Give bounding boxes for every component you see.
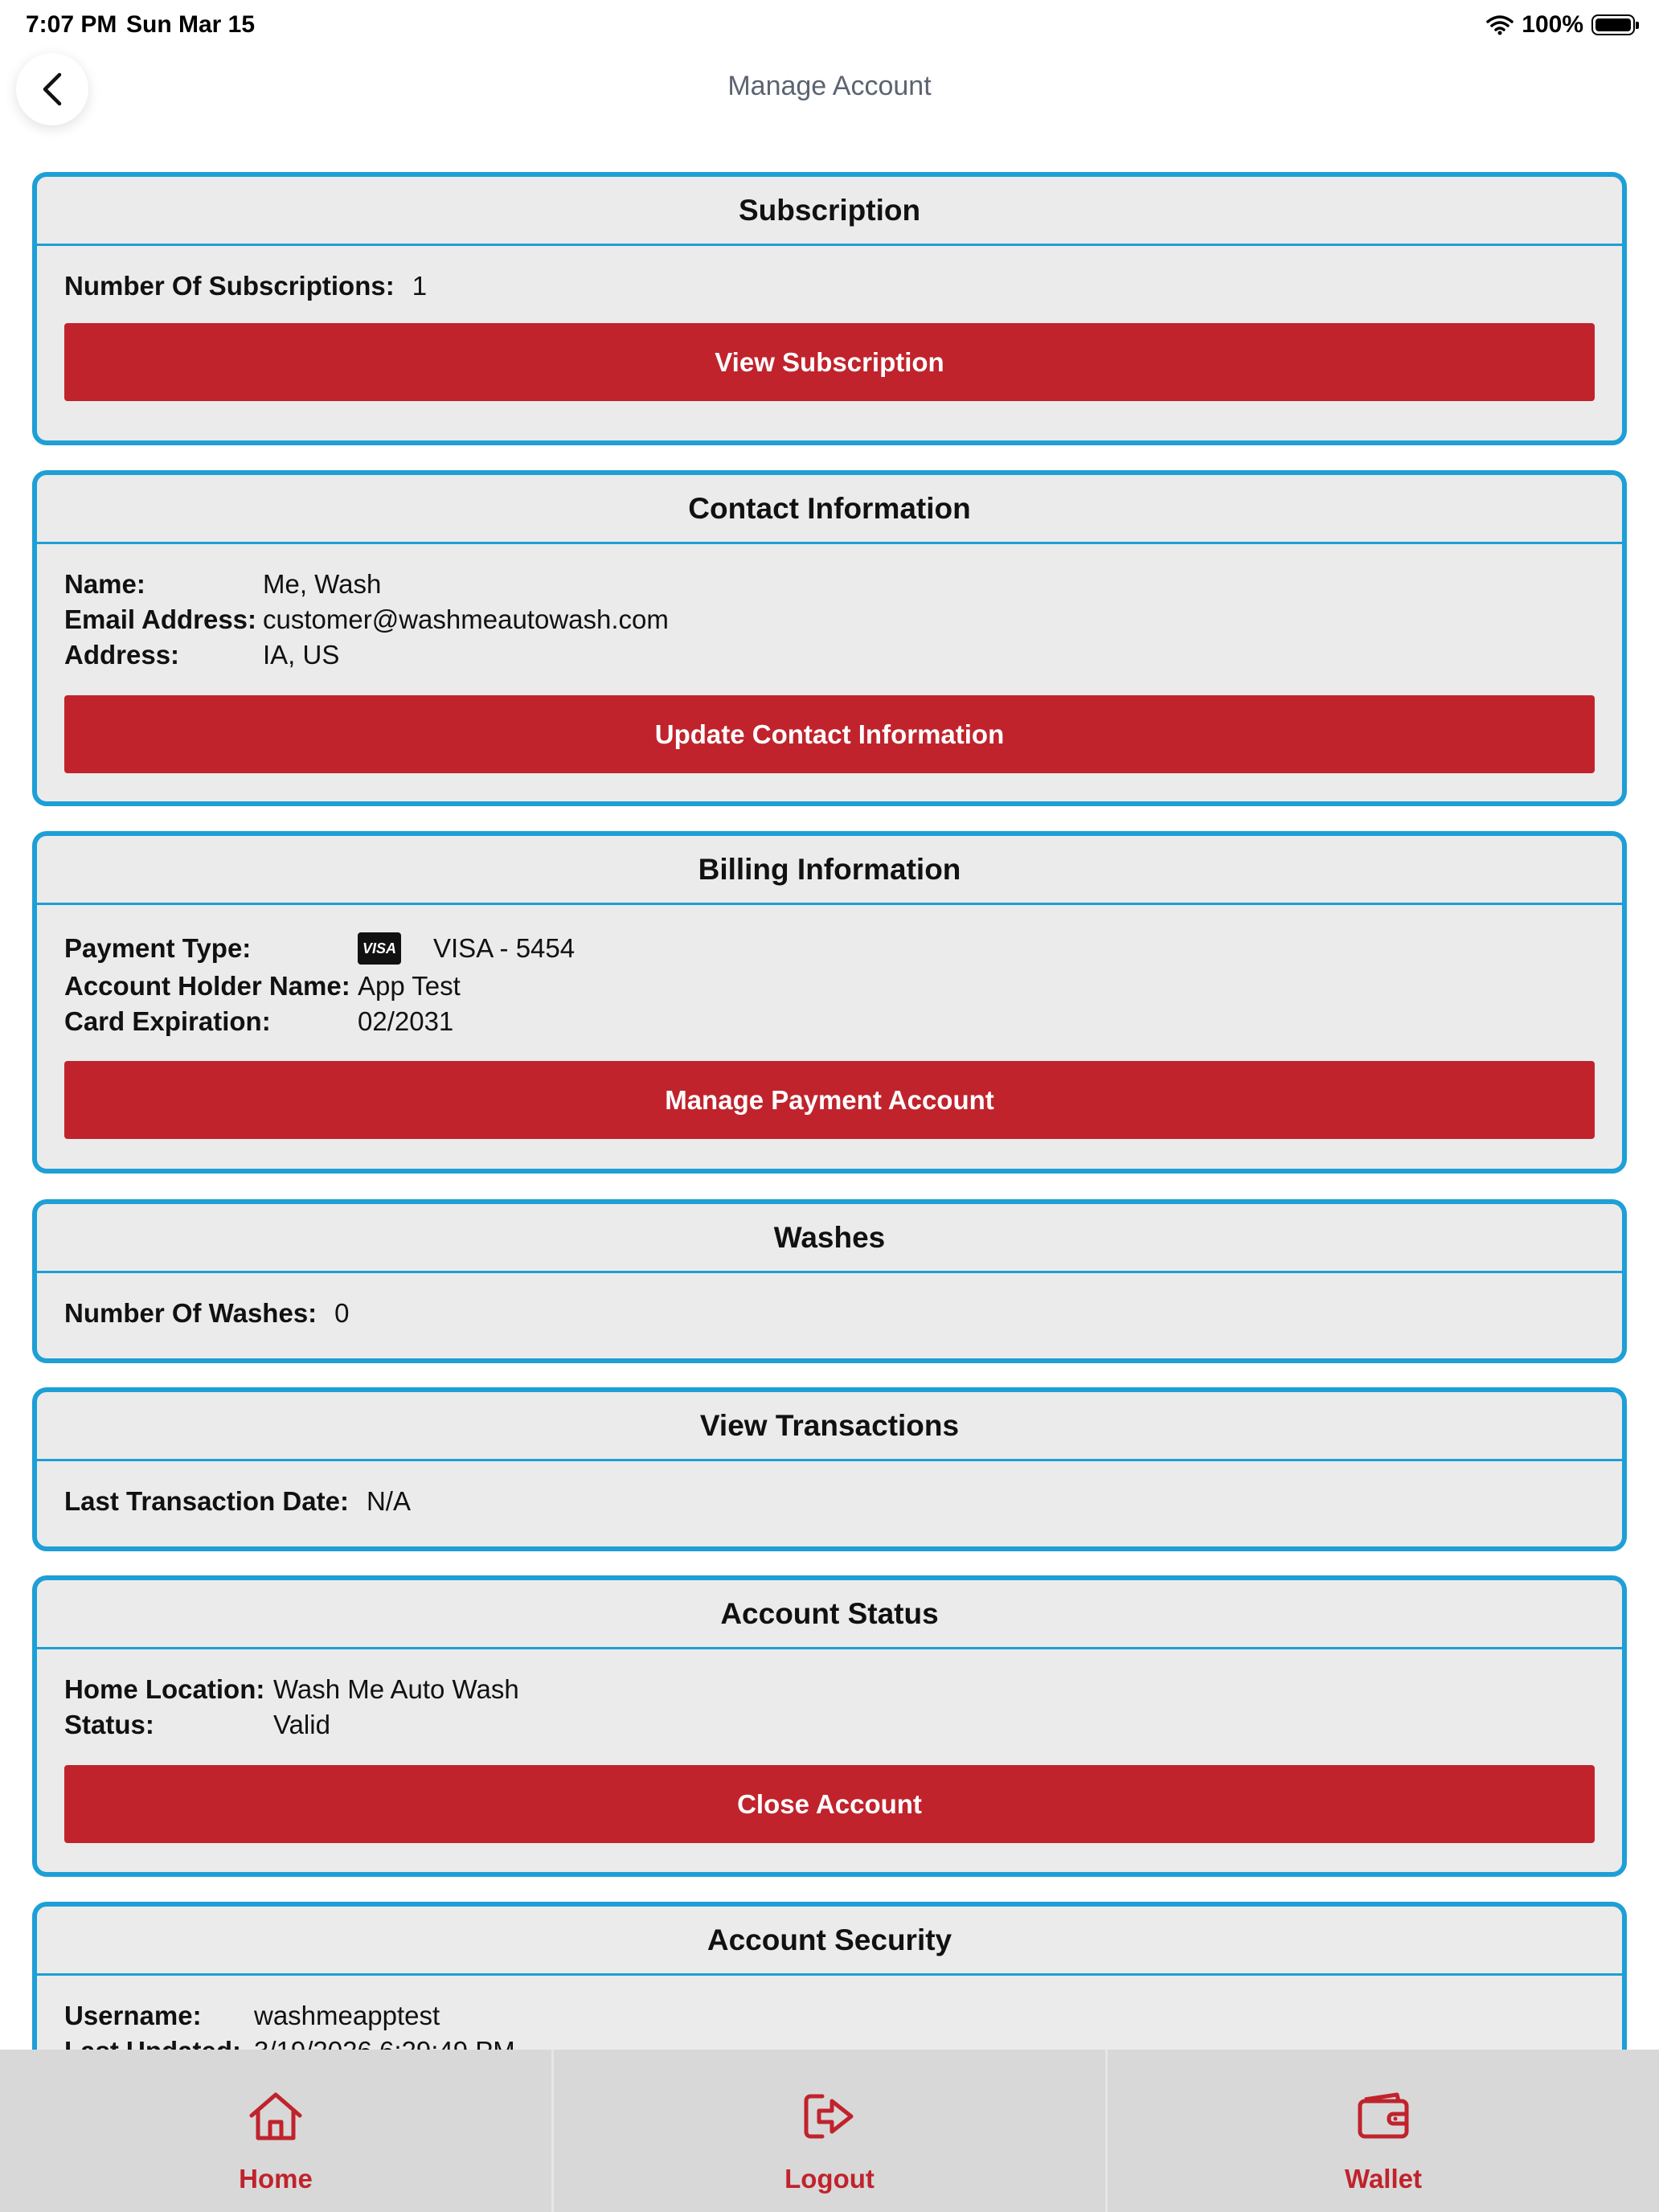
- status-label: Status:: [64, 1710, 154, 1739]
- billing-holder-value: App Test: [358, 971, 461, 1001]
- contact-card: [32, 470, 1627, 806]
- transactions-card: [32, 1387, 1627, 1551]
- username-value: washmeapptest: [254, 2001, 440, 2030]
- manage-payment-button[interactable]: Manage Payment Account: [64, 1061, 1595, 1139]
- username-row: [64, 1998, 1595, 2034]
- visa-card-icon: VISA: [358, 932, 401, 965]
- tab-home[interactable]: [0, 2050, 554, 2212]
- home-location-label: Home Location:: [64, 1674, 265, 1704]
- home-icon: [248, 2090, 304, 2143]
- wifi-icon: [1486, 14, 1514, 35]
- subscription-count-label: Number Of Subscriptions:: [64, 271, 395, 301]
- status-value: Valid: [273, 1710, 330, 1739]
- account-status-card: [32, 1575, 1627, 1877]
- close-account-button[interactable]: Close Account: [64, 1765, 1595, 1843]
- home-location-row: [64, 1672, 1595, 1707]
- subscription-title: Subscription: [37, 177, 1622, 246]
- tab-bar: [0, 2050, 1659, 2212]
- wallet-icon: [1355, 2090, 1411, 2143]
- page-title: Manage Account: [727, 71, 932, 101]
- contact-name-label: Name:: [64, 569, 145, 599]
- contact-address-label: Address:: [64, 640, 180, 670]
- washes-title: Washes: [37, 1204, 1622, 1273]
- billing-payment-label: Payment Type:: [64, 933, 252, 963]
- transactions-last-value: N/A: [366, 1486, 411, 1516]
- washes-count-row: [64, 1296, 1595, 1331]
- username-label: Username:: [64, 2001, 202, 2030]
- washes-count-label: Number Of Washes:: [64, 1298, 317, 1328]
- transactions-title: View Transactions: [37, 1392, 1622, 1461]
- tab-wallet[interactable]: [1108, 2050, 1659, 2212]
- contact-address-value: IA, US: [263, 640, 340, 670]
- view-subscription-button[interactable]: View Subscription: [64, 323, 1595, 401]
- contact-email-value: customer@washmeautowash.com: [263, 604, 669, 634]
- contact-title: Contact Information: [37, 475, 1622, 544]
- billing-payment-value: VISA - 5454: [433, 933, 576, 963]
- status-time: 7:07 PM: [26, 11, 117, 38]
- billing-payment-row: [64, 931, 1595, 966]
- contact-name-value: Me, Wash: [263, 569, 382, 599]
- status-date: Sun Mar 15: [126, 11, 256, 38]
- status-row: [64, 1707, 1595, 1743]
- billing-title: Billing Information: [37, 836, 1622, 905]
- billing-expiration-row: [64, 1004, 1595, 1039]
- washes-card: [32, 1199, 1627, 1363]
- billing-expiration-value: 02/2031: [358, 1006, 454, 1036]
- subscription-count-row: [64, 268, 1595, 304]
- tab-home-label: Home: [239, 2164, 313, 2194]
- washes-count-value: 0: [334, 1298, 350, 1328]
- transactions-last-label: Last Transaction Date:: [64, 1486, 349, 1516]
- home-location-value: Wash Me Auto Wash: [273, 1674, 519, 1704]
- contact-name-row: [64, 567, 1595, 602]
- tab-logout-label: Logout: [784, 2164, 875, 2194]
- contact-email-row: [64, 602, 1595, 637]
- battery-percent: 100%: [1522, 11, 1583, 38]
- billing-expiration-label: Card Expiration:: [64, 1006, 271, 1036]
- logout-icon: [801, 2090, 858, 2143]
- tab-wallet-label: Wallet: [1345, 2164, 1422, 2194]
- subscription-count-value: 1: [412, 271, 428, 301]
- battery-icon: [1591, 14, 1635, 35]
- subscription-card: [32, 172, 1627, 445]
- transactions-last-row: [64, 1484, 1595, 1519]
- contact-email-label: Email Address:: [64, 604, 257, 634]
- update-contact-button[interactable]: Update Contact Information: [64, 695, 1595, 773]
- billing-card: [32, 831, 1627, 1174]
- billing-holder-row: [64, 969, 1595, 1004]
- contact-address-row: [64, 637, 1595, 673]
- billing-holder-label: Account Holder Name:: [64, 971, 350, 1001]
- status-bar: [0, 0, 1659, 51]
- account-security-title: Account Security: [37, 1907, 1622, 1976]
- status-right: [1486, 11, 1635, 39]
- account-status-title: Account Status: [37, 1580, 1622, 1649]
- tab-logout[interactable]: [554, 2050, 1108, 2212]
